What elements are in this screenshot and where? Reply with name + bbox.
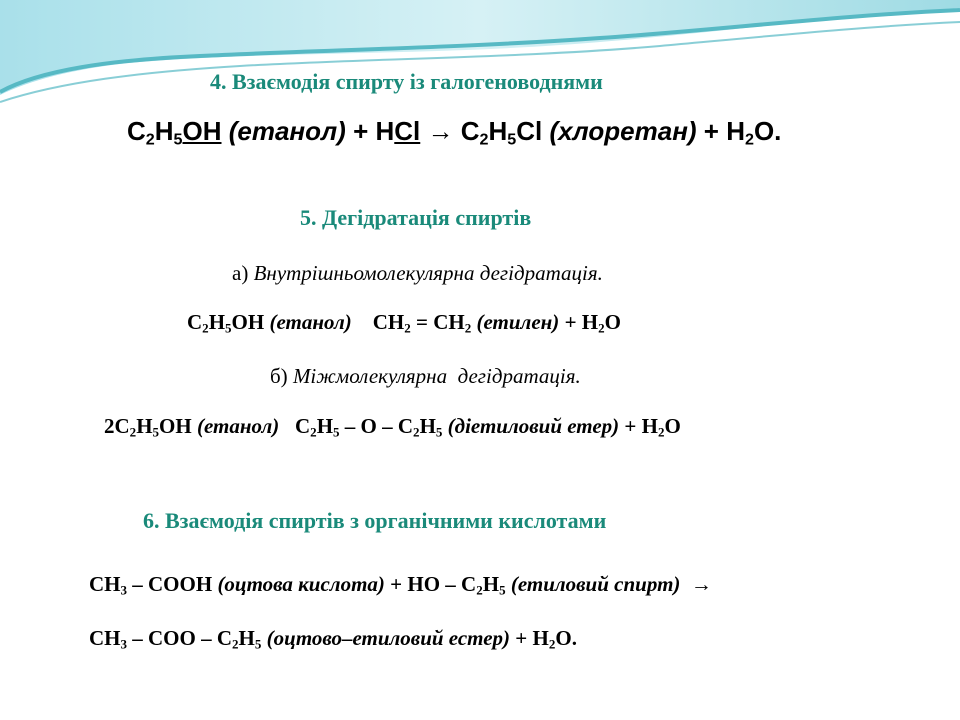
equation-ethanol-hcl: $C_2H_5OH$ (етанол) + HCl → $C_2H_5Cl$ (хлоретан) + $H_2O$. (127, 116, 782, 149)
section-5-title: 5. Дегідратація спиртів (300, 205, 532, 230)
subheading-intermolecular: б) Міжмолекулярна дегідратація. (270, 364, 581, 388)
equation-diethyl-ether: $2C_2H_5OH$ (етанол) $C_2H_5$ – O – $C_2H_5$ (діетиловий етер) + $H_2O$ (104, 414, 681, 440)
subheading-intramolecular: а) Внутрішньомолекулярна дегідратація. (232, 261, 603, 285)
section-4-title: 4. Взаємодія спирту із галогеноводнями (210, 69, 603, 94)
equation-ethylene: $C_2H_5OH$ (етанол) $CH_2 = CH_2$ (етилен) + $H_2O$ (187, 310, 621, 336)
equation-esterification-reactants: $CH_3$ – COOH (оцтова кислота) + HO – $C_2H_5$ (етиловий спирт) → (89, 572, 712, 598)
section-6-title: 6. Взаємодія спиртів з органічними кислотами (143, 508, 607, 533)
equation-esterification-products: $CH_3$ – COO – $C_2H_5$ (оцтово–етиловий естер) + $H_2O$. (89, 626, 577, 652)
decorative-wave (0, 0, 960, 120)
